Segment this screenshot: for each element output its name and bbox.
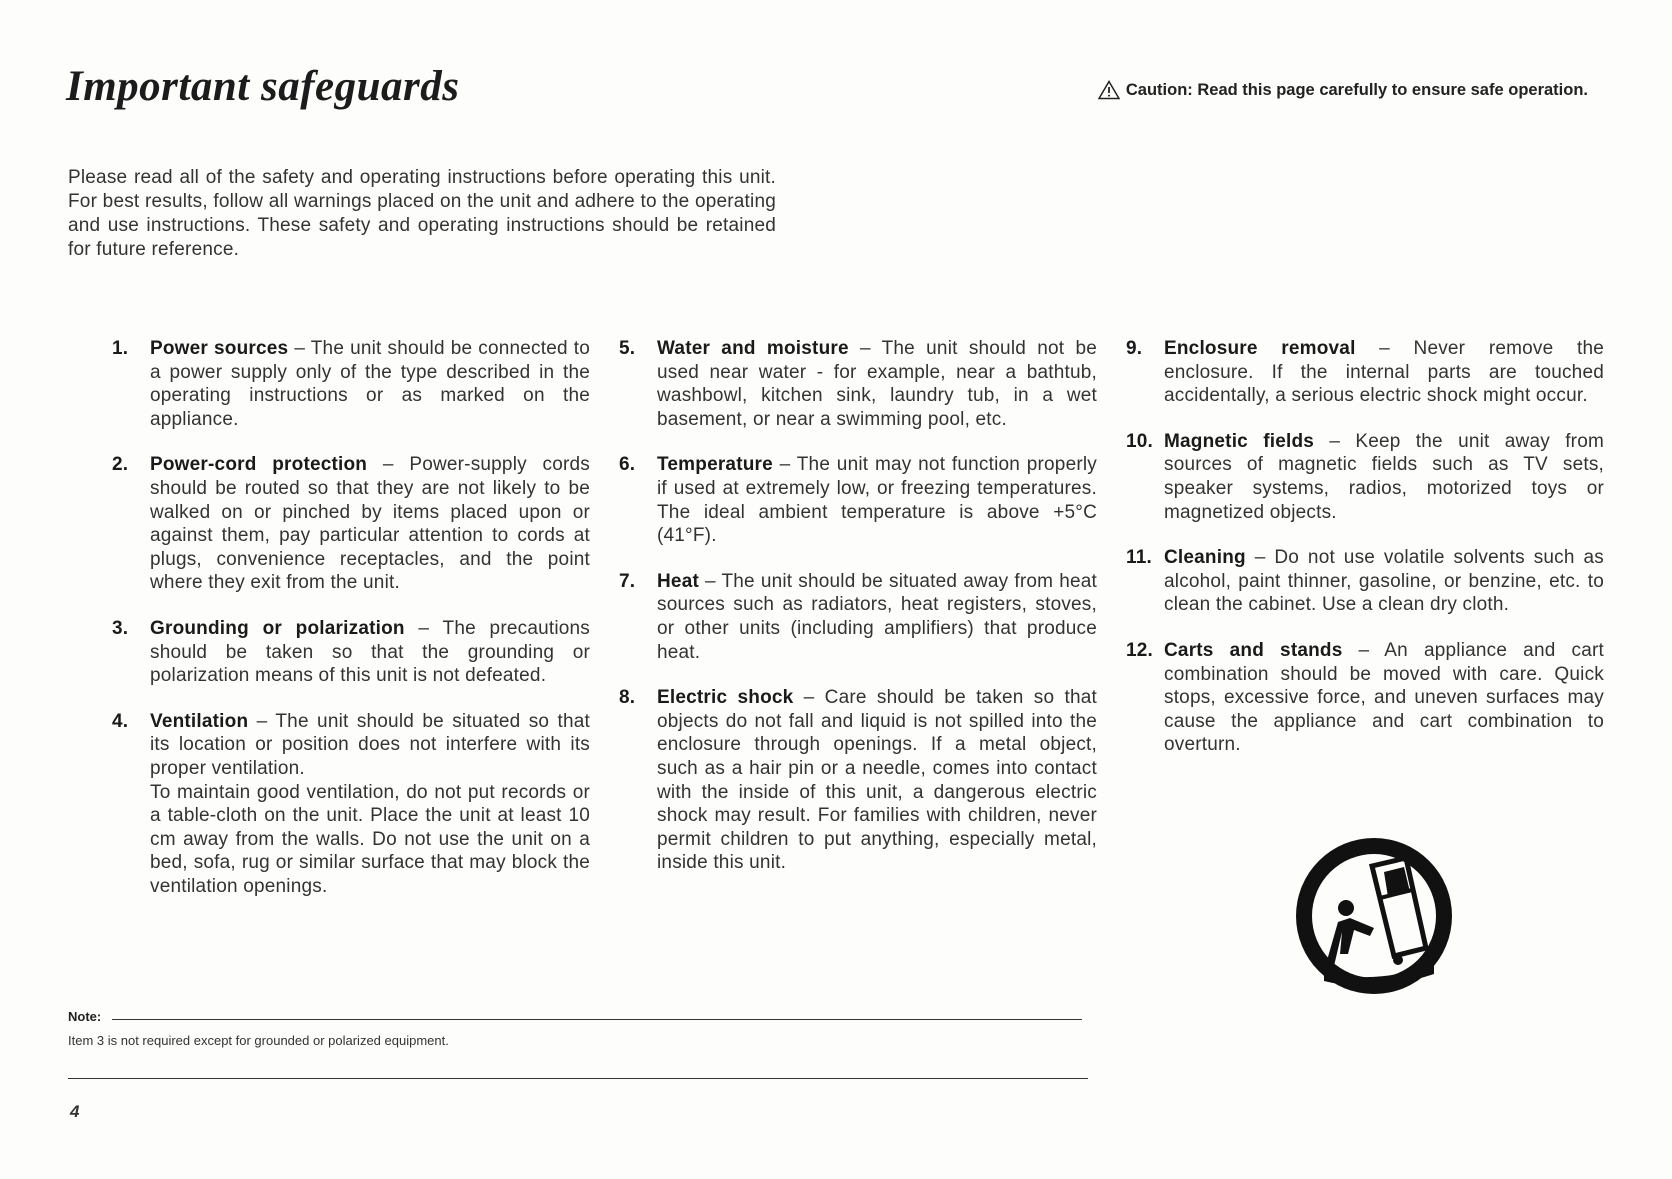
item-number: 3.	[112, 617, 129, 639]
safeguard-item	[1126, 337, 1604, 408]
safeguard-item	[619, 570, 1097, 664]
column-1	[112, 337, 590, 920]
item-number: 7.	[619, 570, 636, 592]
note-label: Note:	[68, 1009, 109, 1024]
safeguard-item	[619, 686, 1097, 875]
item-number: 11.	[1126, 547, 1152, 569]
cart-tip-over-warning-icon	[1294, 836, 1454, 996]
item-number: 6.	[619, 454, 636, 476]
item-heading: Grounding or polarization	[150, 617, 405, 639]
item-number: 9.	[1126, 338, 1143, 359]
item-heading: Cleaning	[1164, 547, 1246, 569]
bottom-divider	[68, 1078, 1088, 1079]
safeguard-item	[112, 710, 590, 899]
warning-triangle-icon	[1098, 80, 1120, 100]
page-number: 4	[70, 1102, 80, 1121]
item-extra: To maintain good ventilation, do not put records or a table-cloth on the unit. Place the unit at least 10 cm away from the walls. Do not use the unit on a bed, sofa, rug or similar surface that may block the ventilation openings.	[150, 781, 590, 897]
note-text: Item 3 is not required except for grounded or polarized equipment.	[68, 1033, 449, 1048]
note-divider	[112, 1019, 1082, 1020]
page-title: Important safeguards	[66, 63, 460, 110]
column-3	[1126, 337, 1604, 779]
item-number: 1.	[112, 338, 129, 359]
item-body: – An appliance and cart combination should be moved with care. Quick stops, excessive force, and uneven surfaces may cause the appliance and cart combination to overturn.	[1164, 639, 1605, 756]
safeguard-item	[112, 617, 590, 688]
item-body: – The unit should be situated away from heat sources such as radiators, heat registers, stoves, or other units (including amplifiers) that produce heat.	[657, 570, 1097, 663]
item-body: – Care should be taken so that objects do not fall and liquid is not spilled into the enclosure through openings. If a metal object, such as a hair pin or a needle, comes into contact with the inside of this unit, a dangerous electric shock may result. For families with children, never permit children to put anything, especially metal, inside this unit.	[657, 687, 1097, 874]
item-heading: Heat	[657, 570, 699, 592]
item-heading: Ventilation	[150, 710, 249, 732]
item-body: – Keep the unit away from sources of magnetic fields such as TV sets, speaker systems, radios, motorized toys or magnetized objects.	[1164, 430, 1605, 523]
item-body: – Never remove the enclosure. If the internal parts are touched accidentally, a serious electric shock might occur.	[1164, 338, 1604, 407]
safeguard-item	[1126, 430, 1604, 524]
safeguard-item	[112, 337, 590, 431]
caution-notice	[1098, 80, 1588, 100]
intro-paragraph: Please read all of the safety and operating instructions before operating this unit. For best results, follow all warnings placed on the unit and adhere to the operating and use instructions. These safety and operating instructions should be retained for future reference.	[68, 167, 776, 260]
item-heading: Enclosure removal	[1164, 338, 1356, 359]
item-body: – The unit may not function properly if used at extremely low, or freezing temperatures. The ideal ambient temperature is above +5°C (41°F).	[657, 454, 1097, 547]
item-heading: Magnetic fields	[1164, 430, 1315, 452]
item-body: – The precautions should be taken so that the grounding or polarization means of this unit is not defeated.	[150, 617, 590, 687]
item-heading: Water and moisture	[657, 338, 849, 359]
item-heading: Power-cord protection	[150, 454, 368, 476]
item-heading: Carts and stands	[1164, 639, 1343, 661]
item-number: 10.	[1126, 430, 1154, 452]
item-number: 8.	[619, 687, 636, 709]
caution-text: Caution: Read this page carefully to ensure safe operation.	[1125, 80, 1588, 99]
safeguard-item	[619, 453, 1097, 547]
item-number: 4.	[112, 710, 129, 732]
item-body: – The unit should be connected to a power supply only of the type described in the operating instructions or as marked on the appliance.	[150, 338, 591, 430]
item-heading: Power sources	[150, 338, 289, 359]
safeguard-item	[1126, 546, 1604, 617]
item-number: 12.	[1126, 639, 1154, 661]
item-number: 2.	[112, 454, 129, 476]
column-2	[619, 337, 1097, 897]
item-body: – The unit should be situated so that its location or position does not interfere with its proper ventilation.	[150, 710, 590, 779]
item-heading: Electric shock	[657, 687, 794, 709]
safeguard-item	[1126, 639, 1604, 757]
safeguard-item	[112, 453, 590, 595]
item-body: – Do not use volatile solvents such as alcohol, paint thinner, gasoline, or benzine, etc. to clean the cabinet. Use a clean dry cloth.	[1164, 547, 1604, 616]
item-heading: Temperature	[657, 454, 773, 476]
item-body: – Power-supply cords should be routed so that they are not likely to be walked on or pinched by items placed upon or against them, pay particular attention to cords at plugs, convenience receptacles, and the point where they exit from the unit.	[150, 454, 590, 594]
item-number: 5.	[619, 338, 636, 359]
safeguard-item	[619, 337, 1097, 431]
item-body: – The unit should not be used near water - for example, near a bathtub, washbowl, kitchen sink, laundry tub, in a wet basement, or near a swimming pool, etc.	[657, 338, 1097, 430]
